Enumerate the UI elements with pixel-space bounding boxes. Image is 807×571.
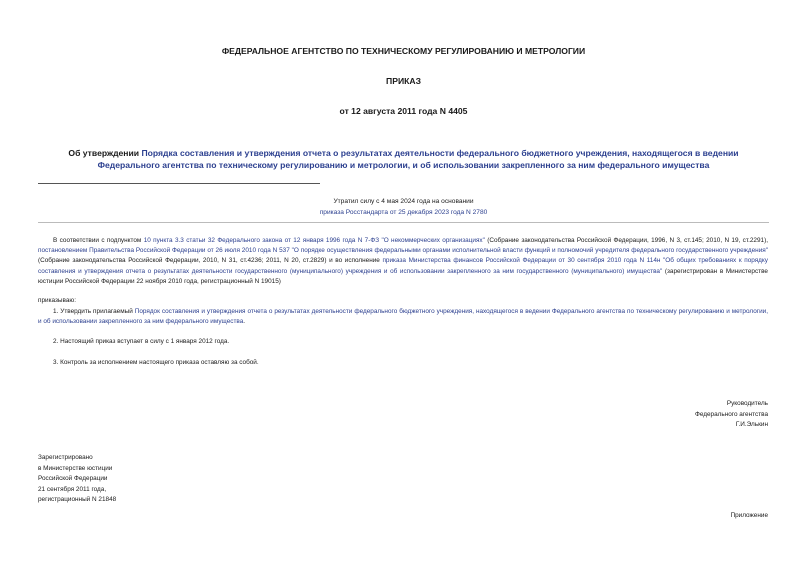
- preamble-text-1: В соответствии с подпунктом: [53, 237, 144, 244]
- registration-line-1: Зарегистрировано: [38, 454, 93, 461]
- procedure-link[interactable]: Порядок составления и утверждения отчета о результатах деятельности федерального бюджетного учреждения, находящегося в ведении Федерального агентства по техническому регулированию и метрологии, и об использовании закрепленного за ним федерального имущества: [38, 308, 768, 326]
- signature-position: Руководитель: [726, 400, 768, 407]
- agency-heading: ФЕДЕРАЛЬНОЕ АГЕНТСТВО ПО ТЕХНИЧЕСКОМУ РЕГУЛИРОВАНИЮ И МЕТРОЛОГИИ: [221, 46, 586, 56]
- law-link[interactable]: 10 пункта 3.3 статьи 32 Федерального закона от 12 января 1996 года N 7-ФЗ "О некоммерческих организациях": [143, 237, 485, 244]
- status-link[interactable]: приказа Росстандарта от 25 декабря 2023 года N 2780: [319, 209, 488, 216]
- prikazyvayu-text: приказываю:: [38, 297, 76, 304]
- title-prefix: Об утверждении: [68, 148, 142, 158]
- clause-1-text: 1. Утвердить прилагаемый: [53, 308, 135, 315]
- preamble-text-2: (Собрание законодательства Российской Федерации, 1996, N 3, ст.145; 2010, N 19, ст.2291),: [484, 237, 768, 244]
- status-note: [0, 196, 807, 218]
- appendix-label: Приложение: [730, 512, 768, 519]
- signature-name: Г.И.Элькин: [735, 421, 768, 429]
- preamble-text-4: (зарегистрирован в Министерстве юстиции Российской Федерации 22 ноября 2010 года, регистрационный N 19015): [38, 267, 768, 285]
- title-link[interactable]: Порядка составления и утверждения отчета о результатах деятельности федерального бюджетного учреждения, находящегося в ведении Федерального агентства по техническому регулированию и метрологии, и об использовании закрепленного за ним федерального имущества: [97, 148, 739, 170]
- registration-line-4: 21 сентября 2011 года,: [38, 485, 107, 493]
- document-date-number: от 12 августа 2011 года N 4405: [339, 106, 468, 116]
- clause-3: 3. Контроль за исполнением настоящего приказа оставляю за собой.: [53, 359, 259, 366]
- registration-line-5: регистрационный N 21848: [38, 496, 117, 504]
- registration-line-2: в Министерстве юстиции: [38, 464, 113, 472]
- document-title: [40, 147, 767, 171]
- registration-line-3: Российской Федерации: [38, 475, 108, 483]
- document-type: ПРИКАЗ: [386, 76, 421, 86]
- signature-block: [568, 399, 768, 431]
- government-decree-link[interactable]: постановлением Правительства Российской Федерации от 26 июля 2010 года N 537 "О порядке осуществления федеральными органами исполнительной власти функций и полномочий учредителя федерального государственного учреждения": [38, 247, 768, 255]
- clause-1: [38, 307, 768, 327]
- minfin-order-link[interactable]: приказа Министерства финансов Российской Федерации от 30 сентября 2010 года N 114н "Об общих требованиях к порядку составления и утверждения отчета о результатах деятельности государственного (муниципального) учреждения и об использовании закрепленного за ним государственного (муниципального) имущества": [38, 257, 768, 275]
- signature-organization: Федерального агентства: [694, 410, 768, 418]
- preamble-paragraph: [38, 236, 768, 287]
- divider-short: [38, 183, 320, 184]
- status-text: Утратил силу с 4 мая 2024 года на основании: [333, 198, 474, 205]
- clause-2: 2. Настоящий приказ вступает в силу с 1 января 2012 года.: [53, 338, 230, 345]
- divider-long: [38, 222, 769, 223]
- clause-1-end: .: [243, 318, 246, 326]
- registration-block: [38, 453, 238, 506]
- preamble-text-3: (Собрание законодательства Российской Федерации, 2010, N 31, ст.4236; 2011, N 20, ст.2829) и во исполнение: [38, 257, 383, 265]
